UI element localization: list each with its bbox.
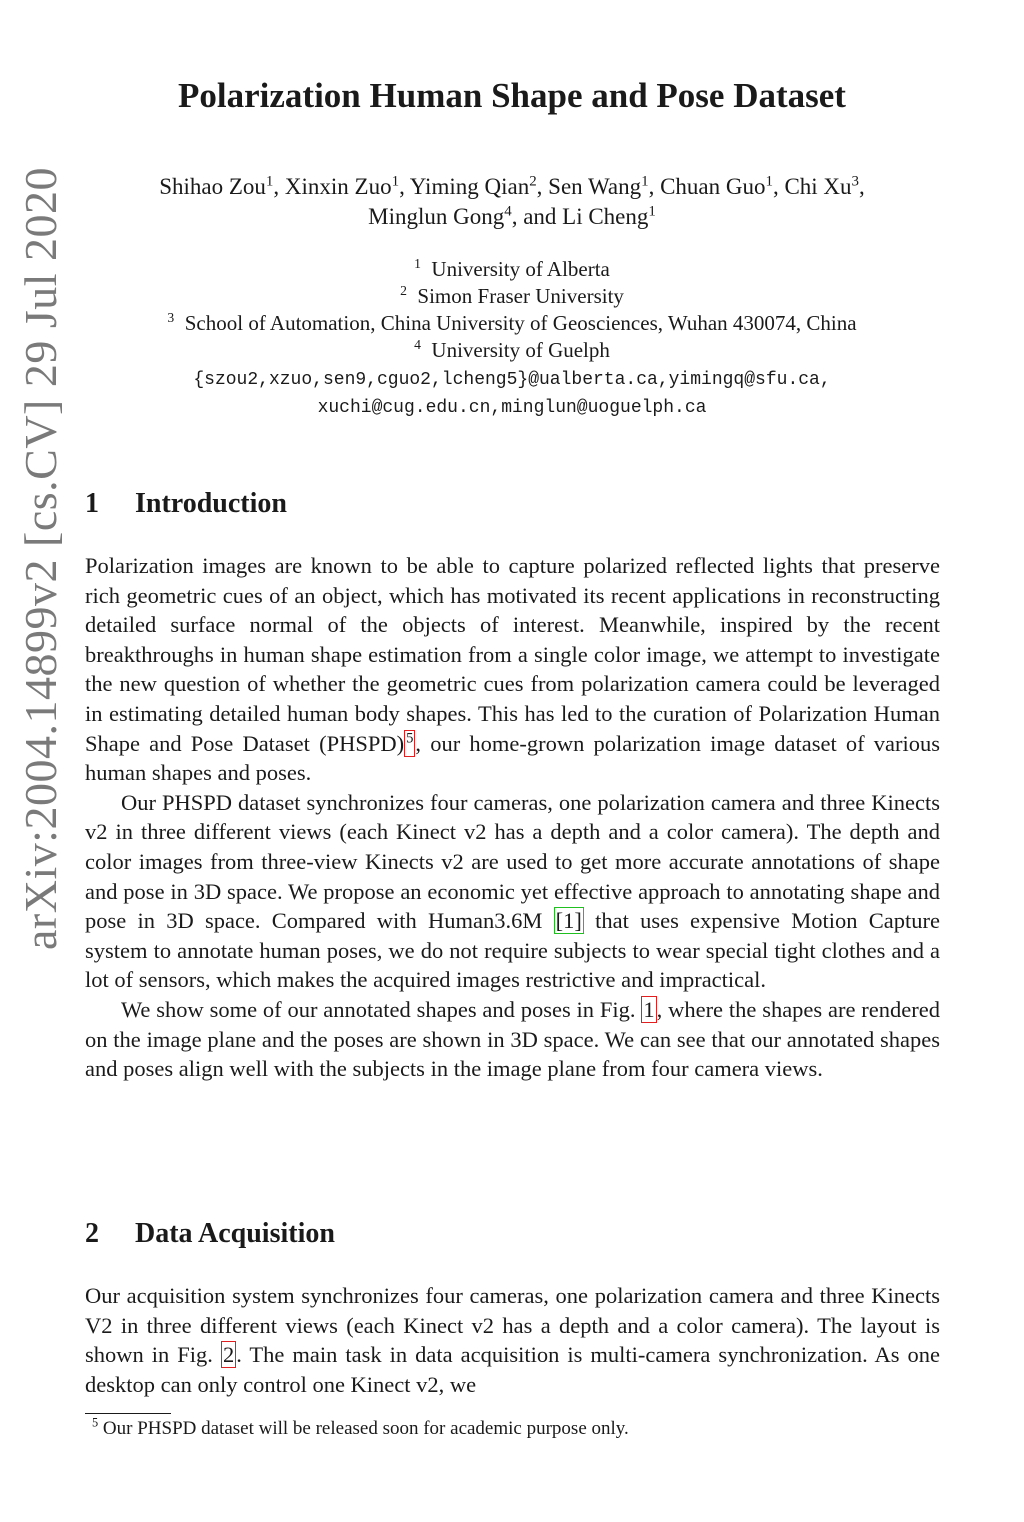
affiliation: $^3$ School of Automation, China University of Geosciences, Wuhan 430074, China xyxy=(167,310,857,335)
paper-title: Polarization Human Shape and Pose Dataset xyxy=(178,76,846,115)
citation-link[interactable]: [1] xyxy=(555,908,582,934)
section-heading-data-acquisition: 2 Data Acquisition xyxy=(85,1218,335,1249)
email-line: {szou2,xzuo,sen9,cguo2,lcheng5}@ualberta.ca,yimingq@sfu.ca, xyxy=(193,370,831,390)
author-name: Minglun Gong xyxy=(368,204,505,229)
author-name: Xinxin Zuo xyxy=(284,174,392,199)
affiliation: $^1$ University of Alberta xyxy=(414,256,610,281)
introduction-body xyxy=(85,551,940,1084)
author-name: Shihao Zou xyxy=(159,174,266,199)
author-name: Chuan Guo xyxy=(660,174,766,199)
affiliation: $^2$ Simon Fraser University xyxy=(400,283,624,308)
author-name: Sen Wang xyxy=(548,174,642,199)
affiliation-list xyxy=(80,256,944,364)
figure-link[interactable]: 1 xyxy=(643,996,655,1022)
footnote-rule xyxy=(85,1413,171,1414)
paragraph: Our acquisition system synchronizes four cameras, one polarization camera and three Kinects V2 in three different views (each Kinect v2 has a depth and a color camera). The layout is shown in Fig. 2. The main task in data acquisition is multi-camera synchronization. As one desktop can only control one Kinect v2, we xyxy=(85,1283,940,1397)
affiliation: $^4$ University of Guelph xyxy=(414,337,610,362)
section-heading-introduction: 1 Introduction xyxy=(85,488,287,519)
footnote: $^5$ Our PHSPD dataset will be released soon for academic purpose only. xyxy=(92,1415,629,1439)
figure-link[interactable]: 2 xyxy=(222,1342,235,1368)
paragraph: We show some of our annotated shapes and poses in Fig. 1, where the shapes are rendered on the image plane and the poses are shown in 3D space. We can see that our annotated shapes and poses align well with the subjects in the image plane from four camera views. xyxy=(85,996,940,1082)
paragraph: Polarization images are known to be able to capture polarized reflected lights that preserve rich geometric cues of an object, which has motivated its recent applications in reconstructing detailed surface normal of the objects of interest. Meanwhile, inspired by the recent breakthroughs in human shape estimation from a single color image, we attempt to investigate the new question of whether the geometric cues from polarization camera could be leveraged in estimating detailed human body shapes. This has led to the curation of Polarization Human Shape and Pose Dataset (PHSPD) $^5$, our home-grown polarization image dataset of various human shapes and poses. xyxy=(85,553,940,786)
author-name: Yiming Qian xyxy=(409,174,530,199)
author-name: Chi Xu xyxy=(784,174,852,199)
author-name: Li Cheng xyxy=(562,204,649,229)
arxiv-stamp: arXiv:2004.14899v2 [cs.CV] 29 Jul 2020 xyxy=(15,166,66,950)
footnote-ref[interactable]: 5 xyxy=(406,730,414,747)
data-acquisition-body xyxy=(85,1281,940,1399)
author-list: Shihao Zou$^1$, Xinxin Zuo$^1$, Yiming Qian$^2$, Sen Wang$^1$, Chuan Guo$^1$, Chi Xu$^3$, Minglun Gong$^4$, and Li Cheng$^1$ xyxy=(159,173,865,229)
paragraph: Our PHSPD dataset synchronizes four cameras, one polarization camera and three Kinects v2 in three different views (each Kinect v2 has a depth and a color camera). The depth and color images from three-view Kinects v2 are used to get more accurate annotations of shape and pose in 3D space. We propose an economic yet effective approach to annotating shape and pose in 3D space. Compared with Human3.6M [1] that uses expensive Motion Capture system to annotate human poses, we do not require subjects to wear special tight clothes and a lot of sensors, which makes the acquired images restrictive and impractical. xyxy=(85,789,940,993)
email-list xyxy=(80,366,944,422)
email-line: xuchi@cug.edu.cn,minglun@uoguelph.ca xyxy=(317,398,707,418)
